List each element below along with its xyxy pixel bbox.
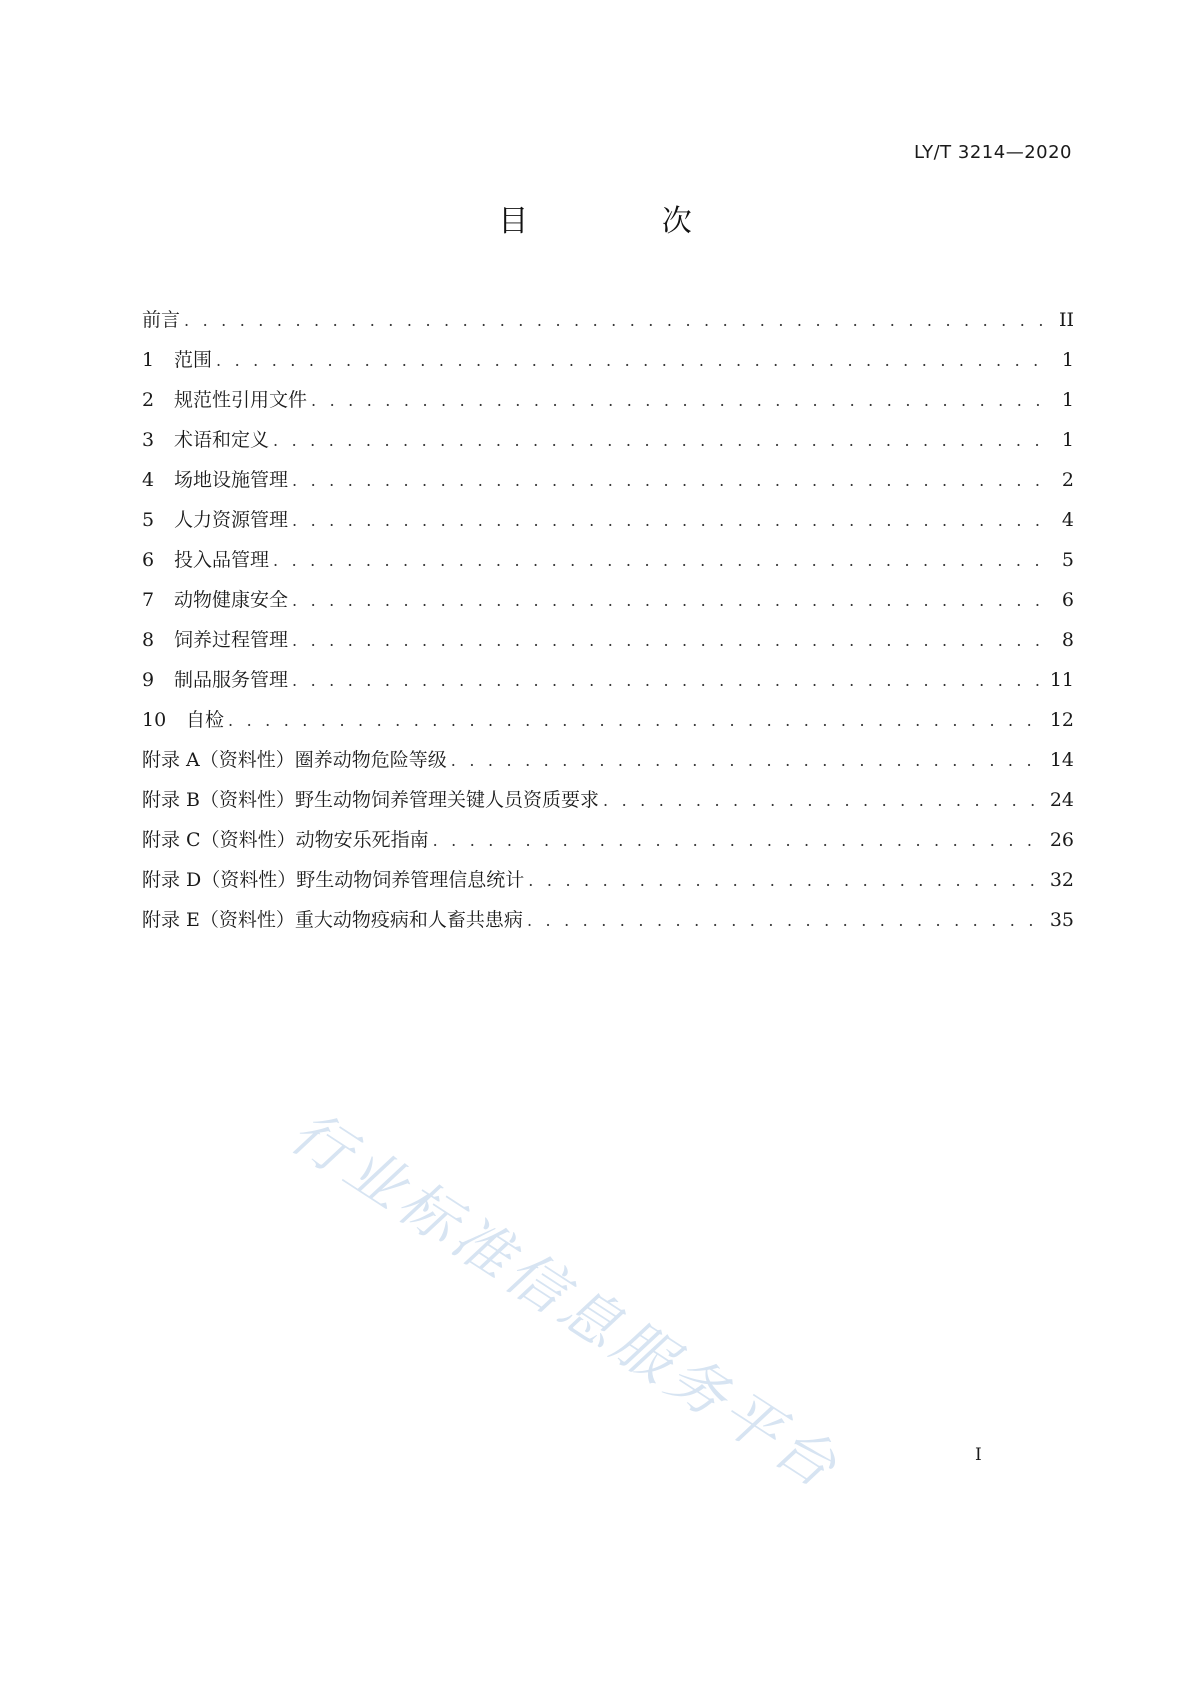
toc-entry-label: 动物安乐死指南 (295, 829, 429, 851)
toc-leader-dots (433, 821, 1046, 861)
toc-section-number: 3 (142, 429, 155, 451)
toc-entry-label: 野生动物饲养管理关键人员资质要求 (295, 789, 600, 811)
toc-entry-section-1[interactable] (142, 340, 1074, 380)
toc-entry-label: 重大动物疫病和人畜共患病 (294, 909, 523, 931)
toc-leader-dots (528, 861, 1046, 901)
toc-leader-dots (273, 541, 1050, 581)
toc-leader-dots (292, 661, 1046, 701)
toc-entry-section-6[interactable] (142, 540, 1074, 580)
toc-section-number: 10 (142, 709, 167, 731)
toc-entry-label: 野生动物饲养管理信息统计 (296, 869, 525, 891)
toc-leader-dots (292, 501, 1050, 541)
toc-appendix-prefix: 附录 B（资料性） (142, 789, 296, 811)
toc-page-number: 14 (1049, 749, 1074, 771)
toc-entry-label: 制品服务管理 (174, 669, 289, 691)
toc-page-number: 35 (1049, 909, 1074, 931)
toc-leader-dots (292, 621, 1050, 661)
toc-entry-appendix-a[interactable] (142, 740, 1074, 780)
toc-page-number: 12 (1049, 709, 1074, 731)
toc-page-number: 1 (1061, 389, 1074, 411)
toc-leader-dots (273, 421, 1050, 461)
toc-entry-section-4[interactable] (142, 460, 1074, 500)
toc-page-number: II (1058, 309, 1074, 331)
document-code: LY/T 3214—2020 (913, 142, 1072, 163)
toc-title: 目 次 (498, 204, 754, 239)
toc-leader-dots (292, 461, 1050, 501)
toc-entry-foreword[interactable] (142, 300, 1074, 340)
toc-page-number: 6 (1061, 589, 1074, 611)
toc-entry-label: 场地设施管理 (174, 469, 289, 491)
watermark-text: 行业标准信息服务平台 (278, 1097, 853, 1504)
toc-section-number: 5 (142, 509, 155, 531)
toc-leader-dots (184, 301, 1050, 341)
toc-page-number: 4 (1061, 509, 1074, 531)
toc-entry-section-3[interactable] (142, 420, 1074, 460)
toc-leader-dots (292, 581, 1050, 621)
toc-section-number: 1 (142, 349, 155, 371)
toc-leader-dots (311, 381, 1050, 421)
toc-section-number: 9 (142, 669, 155, 691)
toc-appendix-prefix: 附录 E（资料性） (142, 909, 295, 931)
toc-page-number: 8 (1061, 629, 1074, 651)
toc-entry-label: 圈养动物危险等级 (294, 749, 447, 771)
toc-appendix-prefix: 附录 D（资料性） (142, 869, 297, 891)
toc-section-number: 6 (142, 549, 155, 571)
toc-entry-label: 人力资源管理 (174, 509, 289, 531)
toc-page-number: 32 (1049, 869, 1074, 891)
toc-leader-dots (216, 341, 1050, 381)
toc-entry-label: 前言 (142, 309, 181, 331)
toc-entry-appendix-e[interactable] (142, 900, 1074, 940)
page-number: I (975, 1445, 982, 1465)
toc-appendix-prefix: 附录 C（资料性） (142, 829, 296, 851)
toc-entry-label: 自检 (186, 709, 225, 731)
toc-entry-appendix-d[interactable] (142, 860, 1074, 900)
toc-entry-label: 规范性引用文件 (174, 389, 308, 411)
toc-section-number: 4 (142, 469, 155, 491)
toc-section-number: 8 (142, 629, 155, 651)
toc-entry-section-7[interactable] (142, 580, 1074, 620)
toc-page-number: 11 (1049, 669, 1074, 691)
toc-appendix-prefix: 附录 A（资料性） (142, 749, 295, 771)
toc-page-number: 26 (1049, 829, 1074, 851)
toc-entry-label: 术语和定义 (174, 429, 270, 451)
toc-entry-section-9[interactable] (142, 660, 1074, 700)
toc-entry-label: 饲养过程管理 (174, 629, 289, 651)
toc-section-number: 2 (142, 389, 155, 411)
toc-section-number: 7 (142, 589, 155, 611)
table-of-contents (142, 300, 1074, 940)
toc-page-number: 1 (1061, 349, 1074, 371)
toc-entry-section-5[interactable] (142, 500, 1074, 540)
toc-entry-section-2[interactable] (142, 380, 1074, 420)
toc-entry-section-8[interactable] (142, 620, 1074, 660)
toc-leader-dots (228, 701, 1046, 741)
toc-entry-appendix-c[interactable] (142, 820, 1074, 860)
toc-entry-section-10[interactable] (142, 700, 1074, 740)
toc-page-number: 5 (1061, 549, 1074, 571)
toc-leader-dots (451, 741, 1046, 781)
toc-page-number: 2 (1061, 469, 1074, 491)
toc-entry-label: 范围 (174, 349, 213, 371)
toc-entry-label: 动物健康安全 (174, 589, 289, 611)
toc-entry-appendix-b[interactable] (142, 780, 1074, 820)
toc-entry-label: 投入品管理 (174, 549, 270, 571)
toc-leader-dots (527, 901, 1046, 941)
toc-page-number: 1 (1061, 429, 1074, 451)
toc-leader-dots (603, 781, 1046, 821)
toc-page-number: 24 (1049, 789, 1074, 811)
